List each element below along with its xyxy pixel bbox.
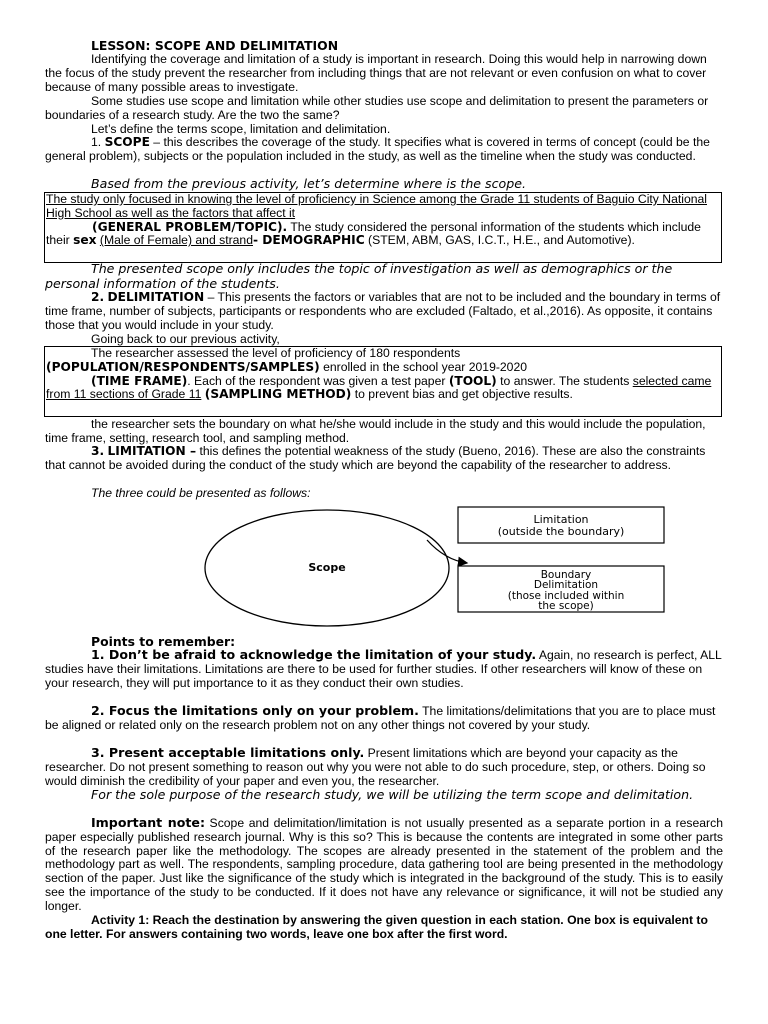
boundary-label-2: Delimitation <box>533 579 599 591</box>
point-1-title: 1. Don’t be afraid to acknowledge the limitation of your study. <box>91 647 537 662</box>
delimitation-example-text: The researcher assessed the level of proficiency of 180 respondents (POPULATION/RESPONDENTS/SAMPLES) enrolled in the school year 2019-2020 (TIME FRAME). Each of the respondent was given a test paper (TOOL) to answer. The students selected came from 11 sections of Grade 11 (SAMPLING METHOD) to prevent bias and get objective results. <box>46 346 712 402</box>
scope-lead-in: Based from the previous activity, let’s determine where is the scope. <box>91 176 526 191</box>
important-note-label: Important note: <box>91 815 205 830</box>
delimitation-after-box: the researcher sets the boundary on what he/she would include in the study and this would include the population, time frame, setting, research tool, and sampling method. <box>45 417 706 445</box>
limitation-definition: 3. LIMITATION – this defines the potential weakness of the study (Bueno, 2016). These are also the constraints that cannot be avoided during the conduct of the study which are beyond the capability of the researcher to address. <box>45 444 706 472</box>
boundary-label-3: (those included within <box>507 590 625 602</box>
activity-instructions: Activity 1: Reach the destination by answering the given question in each station. One box is equivalent to one letter. For answers containing two words, leave one box after the first word. <box>45 913 708 941</box>
point-3: 3. Present acceptable limitations only. Present limitations which are beyond your capacity as the researcher. Do not present something to reason out why you were not able to do such procedure, step, or others. Doing so would diminish the credibility of your paper and even you, the researcher. <box>45 745 706 788</box>
limitation-label-2: (outside the boundary) <box>497 525 625 538</box>
intro-paragraph-3: Let’s define the terms scope, limitation and delimitation. <box>91 122 391 136</box>
tool-tag: (TOOL) <box>448 373 497 388</box>
scope-example-text: The study only focused in knowing the level of proficiency in Science among the Grade 11 students of Baguio City National High School as well as the factors that affect it (GENERAL PROBLEM/TOPIC). The study considered the personal information of the students which include their sex (Male of Female) and strand- DEMOGRAPHIC (STEM, ABM, GAS, I.C.T., H.E., and Automotive). <box>46 192 707 248</box>
boundary-label-1: Boundary <box>540 569 592 581</box>
population-tag: (POPULATION/RESPONDENTS/SAMPLES) <box>46 359 320 374</box>
time-frame-tag: (TIME FRAME) <box>91 373 188 388</box>
scope-number: 1. <box>91 135 102 149</box>
scope-definition-text: – this describes the coverage of the study. It specifies what is covered in terms of concept (could be the general problem), subjects or the population included in the study, as well as the timeline when the study was conducted. <box>45 135 710 163</box>
general-problem-tag: (GENERAL PROBLEM/TOPIC). <box>92 219 288 234</box>
demographic-tag: - DEMOGRAPHIC <box>252 233 365 248</box>
scope-term: SCOPE <box>104 135 150 149</box>
points-heading: Points to remember: <box>91 634 236 649</box>
scope-definition <box>45 136 723 164</box>
limitation-term: LIMITATION – <box>107 444 197 458</box>
intro-paragraph-1: Identifying the coverage and limitation of a study is important in research. Doing this would help in narrowing down the focus of the study prevent the researcher from including things that are not relevant or even confusion on what to cover because of many possible areas to investigate. <box>45 52 707 94</box>
sex-label: sex <box>73 233 97 248</box>
point-3-title: 3. Present acceptable limitations only. <box>91 745 365 760</box>
point-2: 2. Focus the limitations only on your problem. The limitations/delimitations that you are to place must be aligned or related only on the research problem not on any other things not covered by your study. <box>45 703 716 732</box>
sole-purpose: For the sole purpose of the research study, we will be utilizing the term scope and delimitation. <box>91 787 694 802</box>
intro-paragraph-2: Some studies use scope and limitation while other studies use scope and delimitation to present the parameters or boundaries of a research study. Are the two the same? <box>45 94 709 122</box>
scope-summary: The presented scope only includes the topic of investigation as well as demographics or the personal information of the students. <box>45 261 673 291</box>
lesson-title: LESSON: SCOPE AND DELIMITATION <box>91 38 339 53</box>
limitation-label-1: Limitation <box>533 513 589 526</box>
important-note: Important note: Scope and delimitation/limitation is not usually presented as a separate portion in a research paper especially published research journal. Why is this so? This is because the contents are integrated in some other parts of the research paper like the methodology. The scopes are already presented in the statement of the problem and the methodology part as well. The respondents, sampling procedure, data gathering tool are being presented in the methodology section of the paper. Just like the significance of the study which is integrated in the background of the study. This is to easily see the importance of the study to be conducted. If it does not have any relevance or significance, it will not be studied any longer. <box>45 815 723 913</box>
scope-diagram <box>195 500 665 630</box>
delimitation-lead-in: Going back to our previous activity, <box>91 332 280 346</box>
delimitation-term: DELIMITATION <box>107 290 205 304</box>
delimitation-definition: 2. DELIMITATION – This presents the factors or variables that are not to be included and the boundary in terms of time frame, number of subjects, participants or respondents who are excluded (Faltado, et al.,2016). As opposite, it contains those that you would include in your study. <box>45 290 721 332</box>
point-1: 1. Don’t be afraid to acknowledge the limitation of your study. Again, no research is perfect, ALL studies have their limitations. Limitations are there to be used for further studies. If other researchers will know of these on your research, they will put importance to it as they conduct their own studies. <box>45 647 722 690</box>
scope-underlined-text: The study only focused in knowing the level of proficiency in Science among the Grade 11 students of Baguio City National High School as well as the factors that affect it <box>46 192 707 220</box>
sampling-method-tag: (SAMPLING METHOD) <box>204 387 352 402</box>
scope-label: Scope <box>308 561 346 574</box>
boundary-label-4: the scope) <box>538 600 594 612</box>
point-2-title: 2. Focus the limitations only on your problem. <box>91 703 419 718</box>
limitation-presented-as: The three could be presented as follows: <box>91 486 311 500</box>
